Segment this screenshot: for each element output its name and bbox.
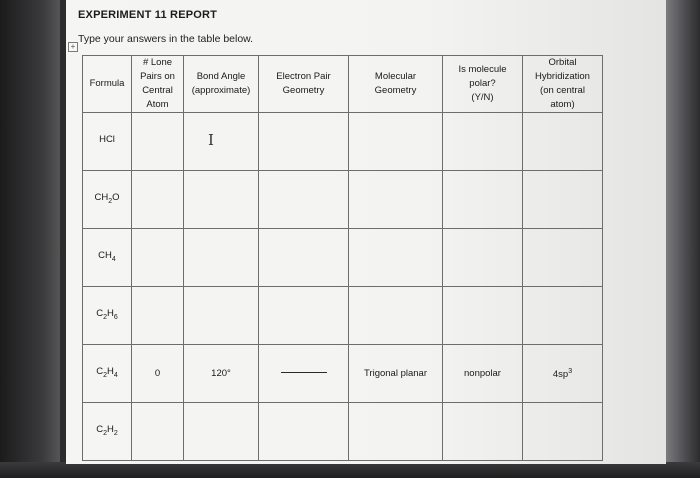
lone-pairs-cell[interactable]: [132, 403, 184, 461]
header-lone-pairs-line-1: # Lone: [142, 57, 173, 68]
answer-blank-line: [281, 372, 327, 373]
polar-cell[interactable]: [443, 229, 523, 287]
table-move-handle-icon[interactable]: +: [68, 42, 78, 52]
formula-cell: HCl: [83, 113, 132, 171]
formula-cell: $C_2H_2$: [83, 403, 132, 461]
text-cursor-ibeam-icon: I: [208, 131, 214, 149]
bond-angle-cell[interactable]: 120°: [184, 345, 259, 403]
header-formula: Formula: [83, 56, 132, 113]
table-row: [83, 113, 603, 171]
hybridization-cell[interactable]: $4sp^3$: [523, 345, 603, 403]
polar-cell[interactable]: [443, 287, 523, 345]
molecular-geometry-cell[interactable]: [349, 229, 443, 287]
molecular-geometry-cell[interactable]: [349, 287, 443, 345]
table-row: [83, 345, 603, 403]
header-polar-line-2: polar?: [469, 78, 496, 89]
electron-geometry-cell[interactable]: [259, 229, 349, 287]
molecular-geometry-cell[interactable]: [349, 113, 443, 171]
header-hybridization-line-1: Orbital: [548, 57, 577, 68]
header-bond-angle-line-1: Bond Angle: [196, 71, 246, 82]
formula-cell: $C_2H_4$: [83, 345, 132, 403]
hybridization-cell[interactable]: [523, 171, 603, 229]
lone-pairs-cell[interactable]: [132, 171, 184, 229]
polar-cell[interactable]: [443, 113, 523, 171]
header-hybridization-line-4: atom): [550, 99, 575, 110]
header-hybridization: [523, 56, 603, 113]
document-page: [66, 0, 666, 464]
table-row: [83, 171, 603, 229]
formula-cell: $CH_4$: [83, 229, 132, 287]
bond-angle-cell[interactable]: [184, 403, 259, 461]
hybridization-cell[interactable]: [523, 229, 603, 287]
screen-bezel-bottom: [0, 462, 700, 478]
header-lone-pairs-line-3: Central: [142, 85, 173, 96]
electron-geometry-cell[interactable]: [259, 287, 349, 345]
formula-cell: $CH_2O$: [83, 171, 132, 229]
screen-bezel-left: [0, 0, 60, 478]
header-polar: [443, 56, 523, 113]
header-electron-geometry: [259, 56, 349, 113]
header-molecular-geometry-line-1: Molecular: [374, 71, 417, 82]
bond-angle-cell[interactable]: [184, 113, 259, 171]
header-lone-pairs-line-2: Pairs on: [140, 71, 175, 82]
bond-angle-cell[interactable]: [184, 171, 259, 229]
lone-pairs-cell[interactable]: [132, 287, 184, 345]
polar-cell[interactable]: nonpolar: [443, 345, 523, 403]
electron-geometry-cell[interactable]: [259, 345, 349, 403]
header-lone-pairs: [132, 56, 184, 113]
header-bond-angle: [184, 56, 259, 113]
table-row: [83, 287, 603, 345]
instruction-text: Type your answers in the table below.: [78, 33, 254, 45]
header-molecular-geometry-line-2: Geometry: [374, 85, 417, 96]
table-row: [83, 403, 603, 461]
header-hybridization-line-3: (on central: [540, 85, 585, 96]
electron-geometry-cell[interactable]: [259, 403, 349, 461]
report-title: EXPERIMENT 11 REPORT: [78, 9, 218, 21]
bond-angle-cell[interactable]: [184, 287, 259, 345]
screen-bezel-right: [666, 0, 700, 478]
header-electron-geometry-line-1: Electron Pair: [276, 71, 331, 82]
hybridization-cell[interactable]: [523, 287, 603, 345]
header-polar-line-1: Is molecule: [458, 64, 507, 75]
hybridization-cell[interactable]: [523, 113, 603, 171]
electron-geometry-cell[interactable]: [259, 113, 349, 171]
header-molecular-geometry: [349, 56, 443, 113]
hybridization-cell[interactable]: [523, 403, 603, 461]
header-polar-line-3: (Y/N): [471, 92, 494, 103]
header-electron-geometry-line-2: Geometry: [282, 85, 325, 96]
polar-cell[interactable]: [443, 171, 523, 229]
formula-cell: $C_2H_6$: [83, 287, 132, 345]
lone-pairs-cell[interactable]: 0: [132, 345, 184, 403]
table-row: [83, 229, 603, 287]
bond-angle-cell[interactable]: [184, 229, 259, 287]
lone-pairs-cell[interactable]: [132, 229, 184, 287]
electron-geometry-cell[interactable]: [259, 171, 349, 229]
molecular-geometry-cell[interactable]: Trigonal planar: [349, 345, 443, 403]
molecular-geometry-cell[interactable]: [349, 403, 443, 461]
header-row: [83, 56, 603, 113]
header-hybridization-line-2: Hybridization: [535, 71, 590, 82]
molecular-geometry-cell[interactable]: [349, 171, 443, 229]
lone-pairs-cell[interactable]: [132, 113, 184, 171]
header-lone-pairs-line-4: Atom: [146, 99, 169, 110]
header-bond-angle-line-2: (approximate): [191, 85, 251, 96]
polar-cell[interactable]: [443, 403, 523, 461]
report-table: [82, 55, 603, 461]
